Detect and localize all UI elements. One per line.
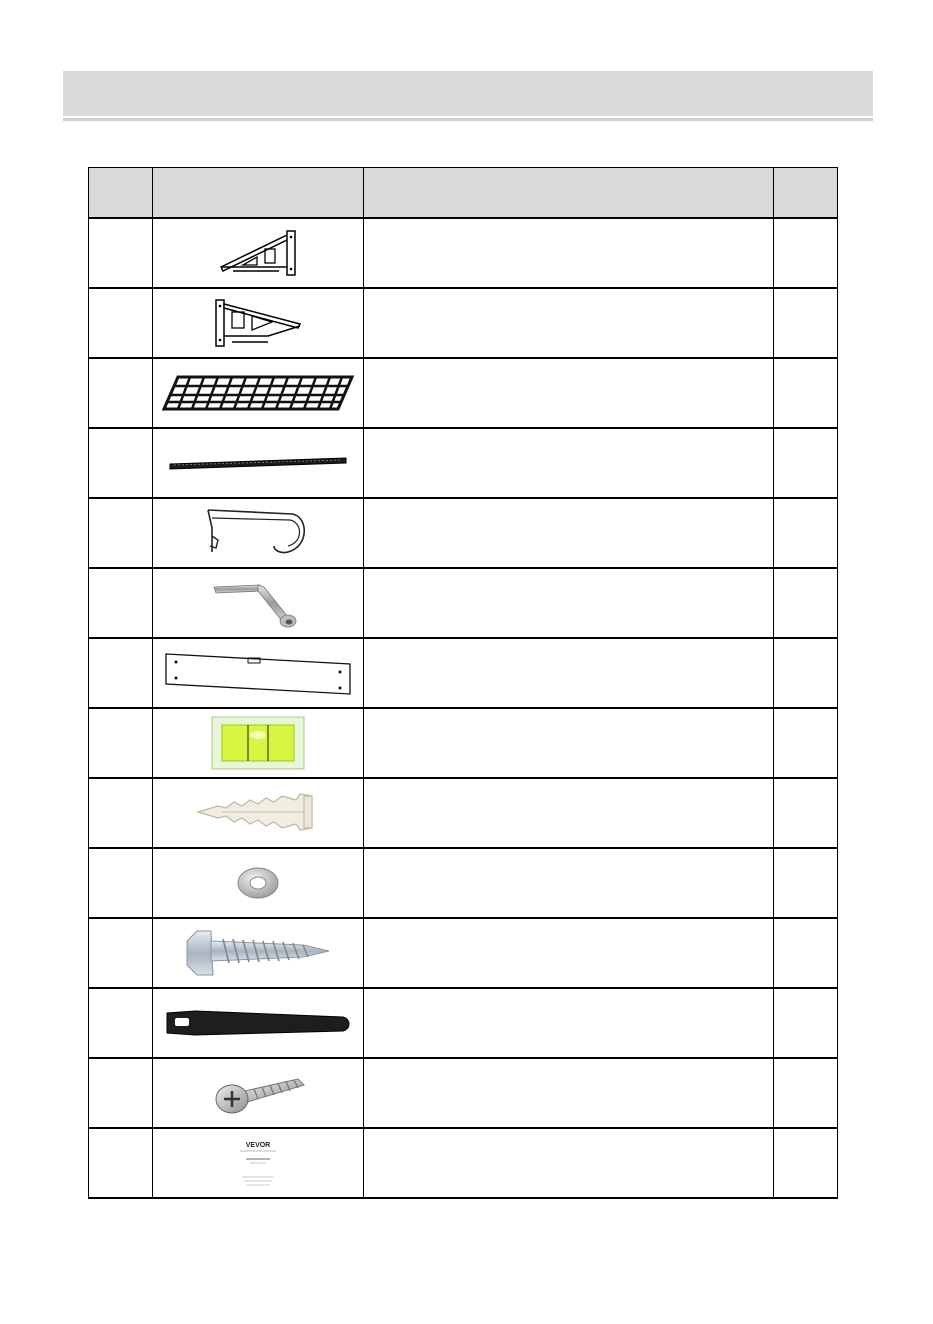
svg-text:VEVOR: VEVOR [245, 1142, 271, 1149]
part-description [364, 778, 774, 848]
table-row [89, 1128, 838, 1198]
part-number [89, 778, 153, 848]
part-quantity [773, 1058, 837, 1128]
part-quantity [773, 918, 837, 988]
section-header-band [63, 71, 873, 116]
part-number [89, 708, 153, 778]
part-number [89, 498, 153, 568]
instruction-manual-icon [228, 1135, 288, 1191]
part-number [89, 918, 153, 988]
part-quantity [773, 708, 837, 778]
wall-anchor-plug-icon [192, 788, 324, 838]
part-quantity [773, 498, 837, 568]
part-quantity [773, 848, 837, 918]
table-row [89, 358, 838, 428]
part-quantity [773, 568, 837, 638]
part-description [364, 1058, 774, 1128]
part-number [89, 428, 153, 498]
part-number [89, 1058, 153, 1128]
table-row [89, 988, 838, 1058]
table-row [89, 428, 838, 498]
table-row [89, 848, 838, 918]
part-description [364, 568, 774, 638]
part-description [364, 218, 774, 288]
left-shelf-bracket-icon [208, 296, 308, 350]
table-row [89, 568, 838, 638]
part-description [364, 288, 774, 358]
column-header-description [364, 168, 774, 219]
part-number [89, 568, 153, 638]
part-description [364, 498, 774, 568]
hook-and-loop-strap-icon [163, 1007, 353, 1039]
j-hook-icon [198, 506, 318, 560]
part-quantity [773, 428, 837, 498]
part-quantity [773, 638, 837, 708]
part-quantity [773, 778, 837, 848]
parts-list-table [88, 167, 838, 1199]
flat-washer-icon [233, 863, 283, 903]
hex-socket-wrench-icon [208, 577, 308, 629]
column-header-qty [773, 168, 837, 219]
mounting-template-plate-icon [162, 650, 354, 696]
part-number [89, 288, 153, 358]
table-row [89, 498, 838, 568]
table-row [89, 638, 838, 708]
phillips-machine-screw-icon [208, 1069, 308, 1117]
table-row [89, 918, 838, 988]
part-number [89, 218, 153, 288]
part-description [364, 428, 774, 498]
part-quantity [773, 288, 837, 358]
part-description [364, 988, 774, 1058]
table-row [89, 708, 838, 778]
wire-shelf-panel-icon [160, 373, 356, 413]
header-divider [63, 118, 873, 121]
part-quantity [773, 988, 837, 1058]
part-quantity [773, 1128, 837, 1198]
hex-lag-screw-icon [183, 927, 333, 979]
bubble-level-icon [208, 713, 308, 773]
part-quantity [773, 218, 837, 288]
right-shelf-bracket-icon [213, 227, 303, 279]
table-header-row [89, 168, 838, 219]
part-number [89, 988, 153, 1058]
part-description [364, 918, 774, 988]
column-header-no [89, 168, 153, 219]
table-row [89, 218, 838, 288]
part-description [364, 638, 774, 708]
part-description [364, 358, 774, 428]
part-description [364, 1128, 774, 1198]
table-row [89, 778, 838, 848]
part-number [89, 638, 153, 708]
part-description [364, 708, 774, 778]
part-number [89, 848, 153, 918]
table-row [89, 288, 838, 358]
part-quantity [773, 358, 837, 428]
table-row [89, 1058, 838, 1128]
part-number [89, 358, 153, 428]
part-description [364, 848, 774, 918]
part-number [89, 1128, 153, 1198]
support-rail-bar-icon [166, 453, 350, 473]
column-header-image [153, 168, 364, 219]
